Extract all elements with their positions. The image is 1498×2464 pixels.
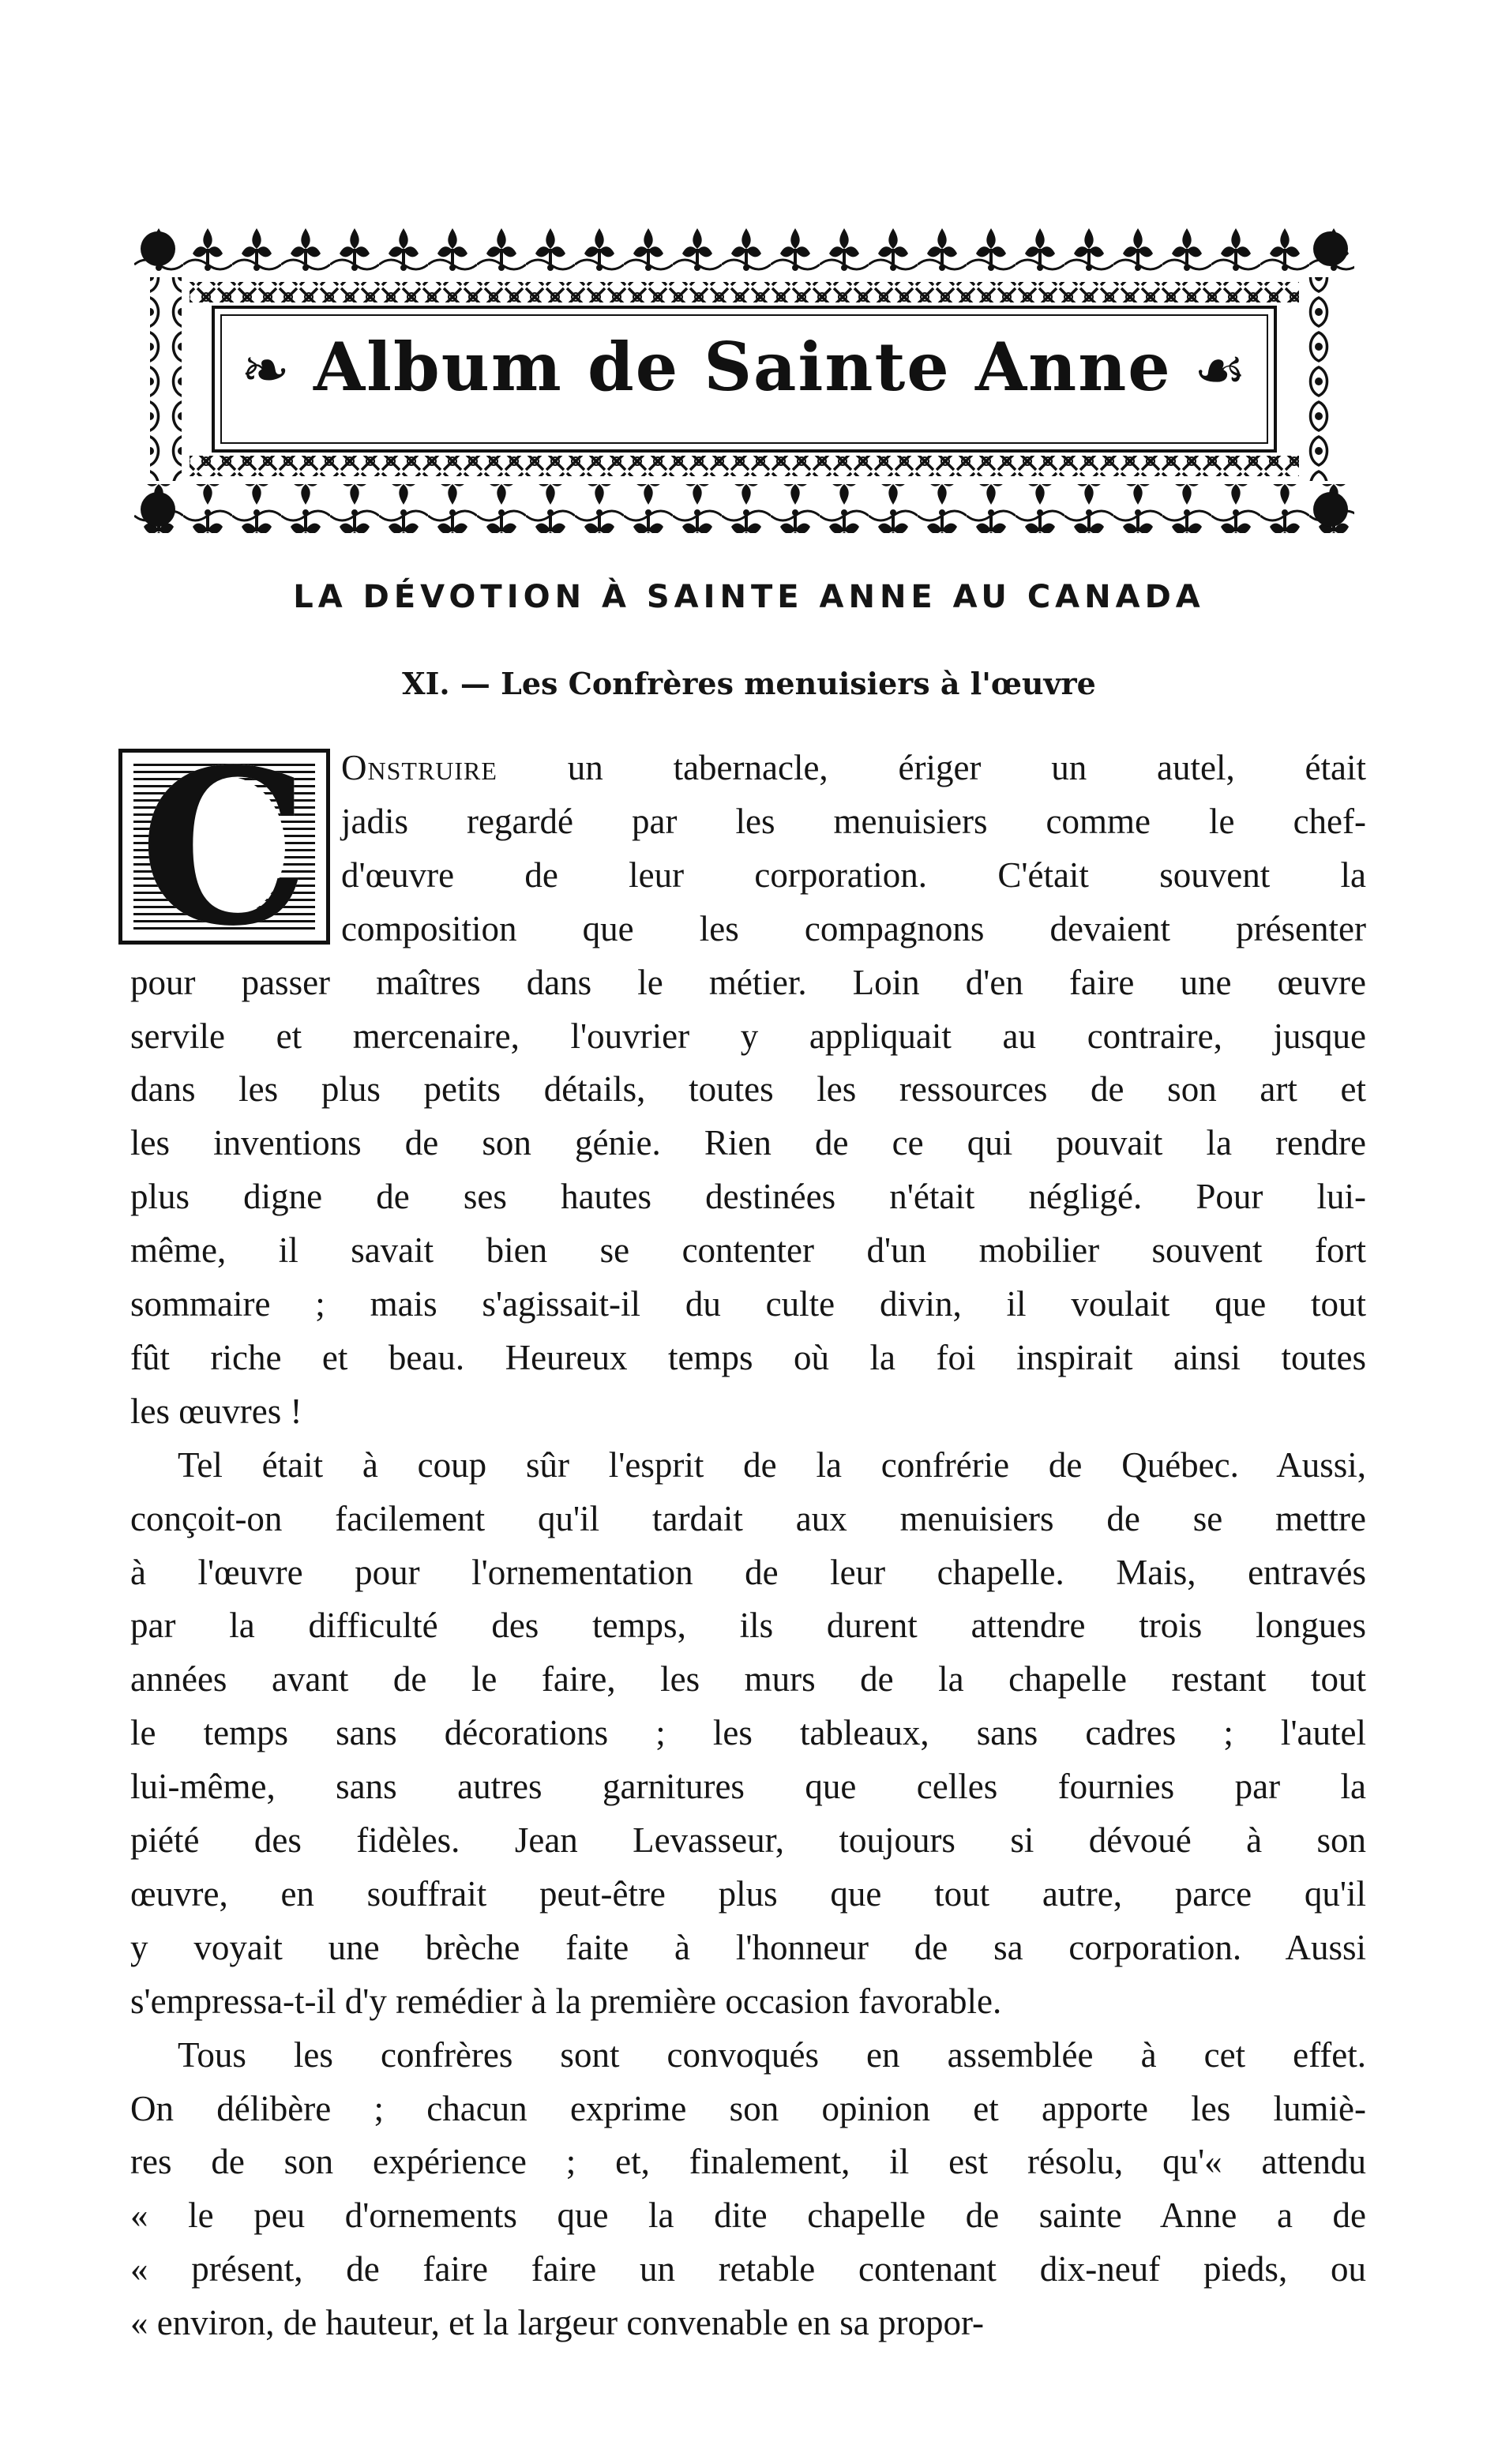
text-line: fût riche et beau. Heureux temps où la foi inspirait ainsi toutes bbox=[130, 1337, 1366, 1377]
text-line: Tous les confrères sont convoqués en assemblée à cet effet. bbox=[178, 2034, 1366, 2075]
text-line: sommaire ; mais s'agissait-il du culte divin, il voulait que tout bbox=[130, 1284, 1366, 1324]
text-line: y voyait une brèche faite à l'honneur de sa corporation. Aussi bbox=[130, 1927, 1366, 1967]
text-line: pour passer maîtres dans le métier. Loin d'en faire une œuvre bbox=[130, 962, 1366, 1002]
text-line: les inventions de son génie. Rien de ce qui pouvait la rendre bbox=[130, 1123, 1366, 1163]
text-line: les œuvres ! bbox=[130, 1391, 302, 1431]
text-line: même, il savait bien se contenter d'un mobilier souvent fort bbox=[130, 1230, 1366, 1271]
text-line: « présent, de faire faire un retable contenant dix-neuf pieds, ou bbox=[130, 2249, 1366, 2289]
text-line: piété des fidèles. Jean Levasseur, toujours si dévoué à son bbox=[130, 1820, 1366, 1860]
text-line: « le peu d'ornements que la dite chapelle de sainte Anne a de bbox=[130, 2195, 1366, 2236]
text-line: plus digne de ses hautes destinées n'était négligé. Pour lui- bbox=[130, 1177, 1366, 1217]
text-line: res de son expérience ; et, finalement, il est résolu, qu'« attendu bbox=[130, 2142, 1366, 2182]
text-line: servile et mercenaire, l'ouvrier y appliquait au contraire, jusque bbox=[130, 1016, 1366, 1056]
text-line: On délibère ; chacun exprime son opinion et apporte les lumiè- bbox=[130, 2088, 1366, 2128]
text-line: d'œuvre de leur corporation. C'était souvent la bbox=[341, 855, 1366, 895]
text-line: œuvre, en souffrait peut-être plus que tout autre, parce qu'il bbox=[130, 1873, 1366, 1914]
text-line: jadis regardé par les menuisiers comme le chef- bbox=[341, 801, 1366, 841]
text-line: par la difficulté des temps, ils durent attendre trois longues bbox=[130, 1606, 1366, 1646]
text-line: « environ, de hauteur, et la largeur convenable en sa propor- bbox=[130, 2303, 985, 2343]
flourish-left-icon: ❧ bbox=[240, 336, 291, 404]
drop-cap-letter: C bbox=[139, 722, 310, 973]
text-line: lui-même, sans autres garnitures que celles fournies par la bbox=[130, 1767, 1366, 1807]
text-line: Tel était à coup sûr l'esprit de la confrérie de Québec. Aussi, bbox=[178, 1444, 1366, 1485]
text-line: à l'œuvre pour l'ornementation de leur chapelle. Mais, entravés bbox=[130, 1552, 1366, 1592]
section-heading: XI. — Les Confrères menuisiers à l'œuvre bbox=[402, 666, 1096, 701]
text-line: le temps sans décorations ; les tableaux, sans cadres ; l'autel bbox=[130, 1713, 1366, 1753]
flourish-right-icon: ☙ bbox=[1193, 336, 1248, 404]
text-line: Onstruire un tabernacle, ériger un autel, était bbox=[341, 748, 1366, 787]
text-line: composition que les compagnons devaient présenter bbox=[341, 908, 1366, 948]
text-line: conçoit-on facilement qu'il tardait aux menuisiers de se mettre bbox=[130, 1498, 1366, 1538]
text-line: dans les plus petits détails, toutes les ressources de son art et bbox=[130, 1069, 1366, 1110]
text-line: s'empressa-t-il d'y remédier à la première occasion favorable. bbox=[130, 1981, 1002, 2021]
text-line: années avant de le faire, les murs de la chapelle restant tout bbox=[130, 1659, 1366, 1700]
header-title-text: Album de Sainte Anne bbox=[313, 328, 1172, 406]
chapter-heading: LA DÉVOTION À SAINTE ANNE AU CANADA bbox=[293, 579, 1205, 615]
